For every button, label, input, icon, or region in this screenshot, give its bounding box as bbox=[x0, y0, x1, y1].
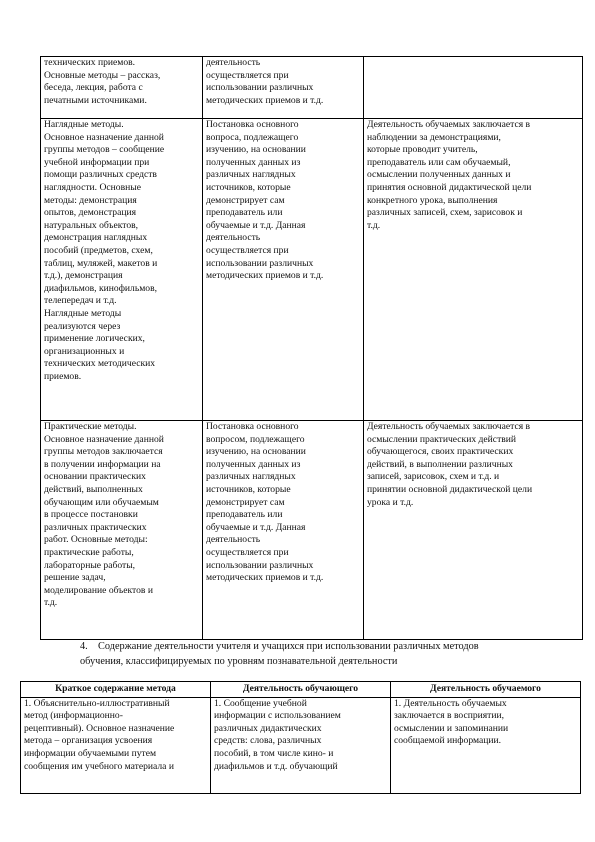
teacher-activity-cell: 1. Сообщение учебной информации с использованием различных дидактических средств: слова, различных пособий, в том числе кино- и диафильмов и т.д. обучающий bbox=[211, 697, 391, 793]
methods-cell: технических приемов. Основные методы – рассказ, беседа, лекция, работа с печатными источниками. bbox=[41, 57, 203, 119]
method-summary-cell: 1. Объяснительно-иллюстративный метод (информационно- рецептивный). Основное назначение метода – организация усвоения информации обучаемыми путем сообщения им учебного материала и bbox=[21, 697, 211, 793]
column-header: Краткое содержание метода bbox=[21, 682, 211, 698]
teacher-activity-cell: Постановка основного вопроса, подлежащего изучению, на основании полученных данных из различных наглядных источников, которые демонстрирует сам преподаватель или обучаемые и т.д. Данная деятельность осуществляется при использовании различных методических приемов и т.д. bbox=[203, 119, 364, 421]
table-row bbox=[41, 119, 583, 421]
methods-activity-table bbox=[20, 681, 581, 794]
column-header: Деятельность обучающего bbox=[211, 682, 391, 698]
column-header: Деятельность обучаемого bbox=[391, 682, 581, 698]
section-heading bbox=[80, 640, 570, 669]
methods-table-continued bbox=[40, 56, 583, 640]
student-activity-cell: 1. Деятельность обучаемых заключается в восприятии, осмыслении и запоминании сообщаемой информации. bbox=[391, 697, 581, 793]
section-title: Содержание деятельности учителя и учащихся при использовании различных методов обучения, классифицируемых по уровням познавательной деятельности bbox=[80, 641, 479, 667]
table-header-row bbox=[21, 682, 581, 698]
student-activity-cell: Деятельность обучаемых заключается в осмыслении практических действий обучающегося, своих практических действий, в выполнении различных записей, зарисовок, схем и т.д. и принятии основной дидактической цели урока и т.д. bbox=[364, 421, 583, 640]
table-row bbox=[41, 421, 583, 640]
table-row bbox=[41, 57, 583, 119]
section-number: 4. bbox=[80, 641, 88, 652]
table-row bbox=[21, 697, 581, 793]
teacher-activity-cell: деятельность осуществляется при использовании различных методических приемов и т.д. bbox=[203, 57, 364, 119]
methods-cell: Наглядные методы. Основное назначение данной группы методов – сообщение учебной информации при помощи различных средств наглядности. Основные методы: демонстрация опытов, демонстрация натуральных объектов, демонстрация наглядных пособий (предметов, схем, таблиц, муляжей, макетов и т.д.), демонстрация диафильмов, кинофильмов, телепередач и т.д. Наглядные методы реализуются через применение логических, организационных и технических методических приемов. bbox=[41, 119, 203, 421]
student-activity-cell: Деятельность обучаемых заключается в наблюдении за демонстрациями, которые проводит учитель, преподаватель или сам обучаемый, осмыслении полученных данных и принятия основной дидактической цели конкретного урока, выполнения различных записей, схем, зарисовок и т.д. bbox=[364, 119, 583, 421]
student-activity-cell bbox=[364, 57, 583, 119]
teacher-activity-cell: Постановка основного вопросом, подлежащего изучению, на основании полученных данных из различных наглядных источников, которые демонстрирует сам преподаватель или обучаемые и т.д. Данная деятельность осуществляется при использовании различных методических приемов и т.д. bbox=[203, 421, 364, 640]
methods-cell: Практические методы. Основное назначение данной группы методов заключается в получении информации на основании практических действий, выполненных обучающим или обучаемым в процессе постановки различных практических работ. Основные методы: практические работы, лабораторные работы, решение задач, моделирование объектов и т.д. bbox=[41, 421, 203, 640]
